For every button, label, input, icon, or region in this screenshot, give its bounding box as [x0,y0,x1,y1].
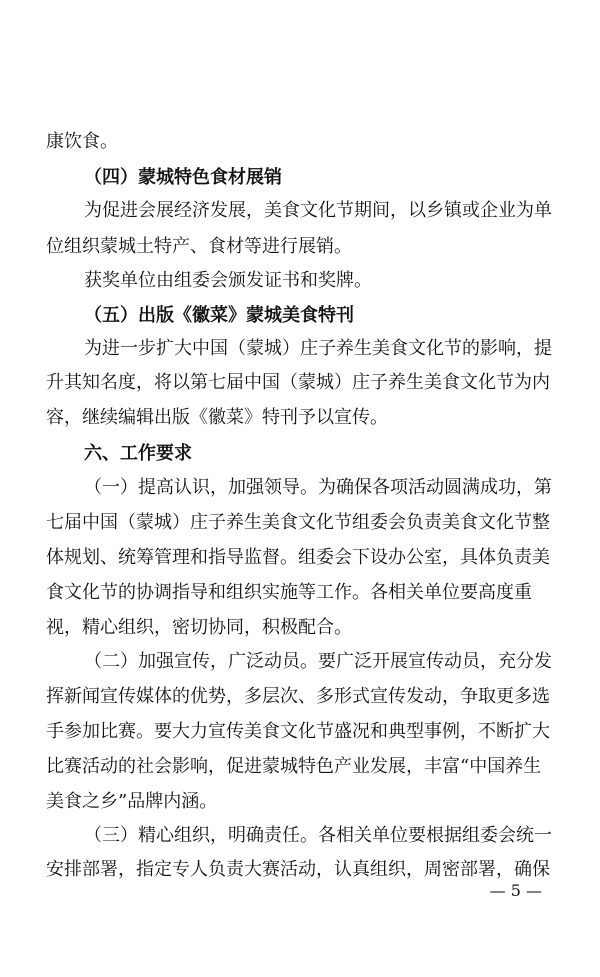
body-line: 容，继续编辑出版《徽菜》特刊予以宣传。 [46,407,388,428]
body-line: 美食之乡”品牌内涵。 [46,791,218,812]
body-line: （三）精心组织，明确责任。各相关单位要根据组委会统一 [84,825,552,846]
body-line: 比赛活动的社会影响，促进蒙城特色产业发展，丰富“中国养生 [46,756,542,777]
chapter-heading: 六、工作要求 [84,443,192,464]
body-line: 康饮食。 [46,131,118,152]
section-heading: （五）出版《徽菜》蒙城美食特刊 [84,305,354,326]
body-line: 手参加比赛。要大力宣传美食文化节盛况和典型事例，不断扩大 [46,721,550,742]
page-footer [0,876,600,906]
body-line [84,193,556,229]
page-number: — 5 — [489,881,542,900]
body-line: 体规划、统筹管理和指导监督。组委会下设办公室，具体负责美 [46,547,550,568]
body-line: 位组织蒙城土特产、食材等进行展销。 [46,236,352,257]
body-line-text: 为促进会展经济发展，美食文化节期间，以乡镇或企业为单 [84,200,552,221]
body-line: 食文化节的协调指导和组织实施等工作。各相关单位要高度重 [46,582,532,603]
body-line: 为进一步扩大中国（蒙城）庄子养生美食文化节的影响，提 [84,338,552,359]
body-line: （一）提高认识，加强领导。为确保各项活动圆满成功，第 [84,477,552,498]
body-line: 视，精心组织，密切协同，积极配合。 [46,617,352,638]
body-line: 升其知名度，将以第七届中国（蒙城）庄子养生美食文化节为内 [46,372,550,393]
section-heading: （四）蒙城特色食材展销 [84,167,282,188]
body-line: 七届中国（蒙城）庄子养生美食文化节组委会负责美食文化节整 [46,512,550,533]
body-line: 挥新闻宣传媒体的优势，多层次、多形式宣传发动，争取更多选 [46,686,550,707]
body-line: 获奖单位由组委会颁发证书和奖牌。 [84,270,372,291]
body-line: （二）加强宣传，广泛动员。要广泛开展宣传动员，充分发 [84,651,552,672]
body-line: 安排部署，指定专人负责大赛活动，认真组织，周密部署，确保 [46,859,550,880]
